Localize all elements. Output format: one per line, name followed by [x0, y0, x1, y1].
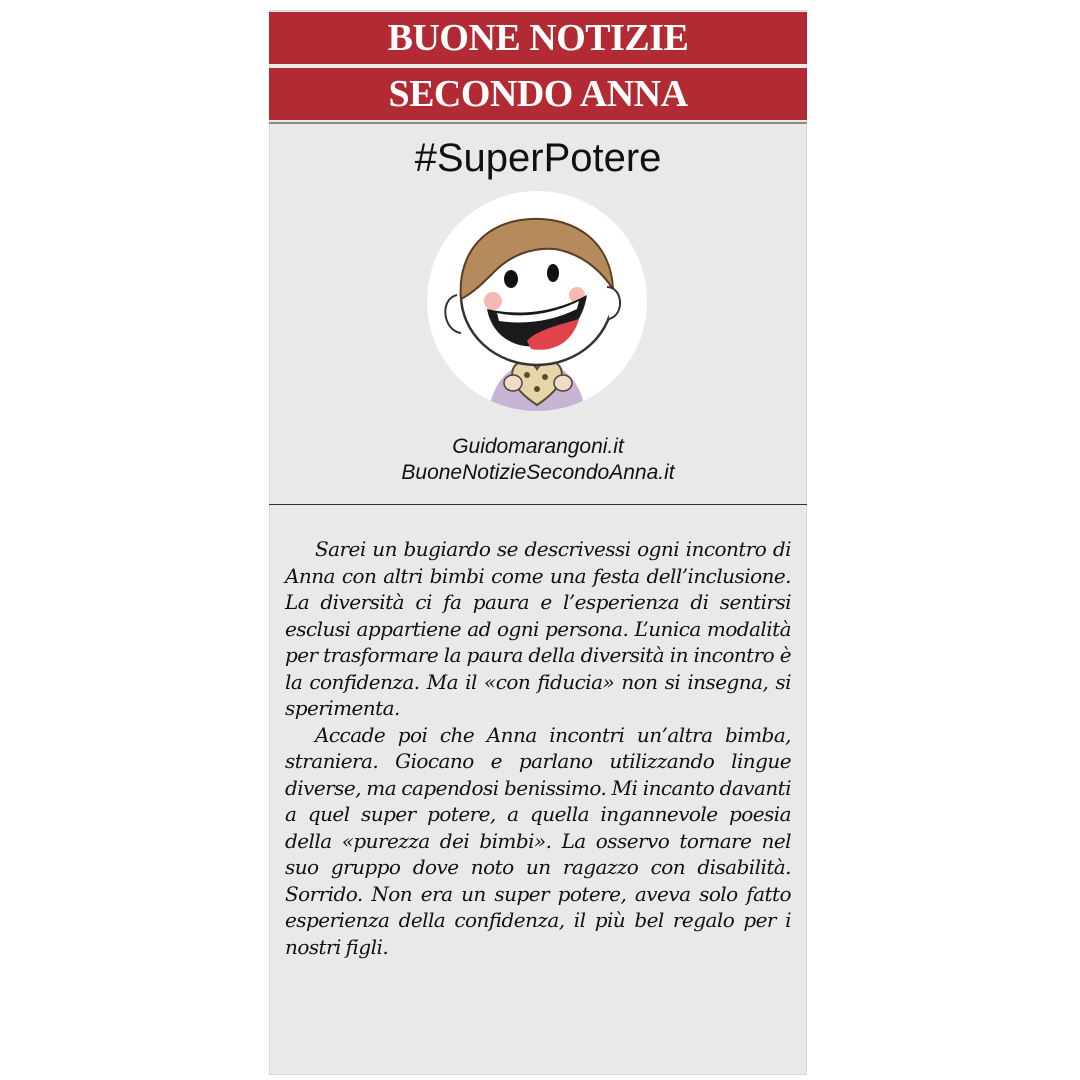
credit-website-2[interactable]: BuoneNotizieSecondoAnna.it: [401, 461, 675, 484]
header-divider: [269, 122, 807, 124]
credits: [269, 434, 807, 486]
smiling-child-illustration-icon: [427, 191, 647, 411]
article-body: [285, 536, 791, 960]
credit-website-1[interactable]: Guidomarangoni.it: [452, 435, 624, 458]
column-title-line-1: BUONE NOTIZIE: [269, 12, 807, 64]
hashtag-title: #SuperPotere: [414, 136, 662, 180]
column-title-line-2: SECONDO ANNA: [269, 68, 807, 120]
news-column: [269, 10, 807, 1075]
article-paragraph-1: Sarei un bugiardo se descrivessi ogni incontro di Anna con altri bimbi come una festa dell’inclusione. La diversità ci fa paura e l’esperienza di sentirsi esclusi appartiene ad ogni persona. L’unica modalità per trasformare la paura della diversità in incontro è la confidenza. Ma il «con fiducia» non si insegna, si sperimenta.: [285, 537, 791, 720]
section-divider: [269, 504, 807, 505]
article-paragraph-2: Accade poi che Anna incontri un’altra bimba, straniera. Giocano e parlano utilizzando lingue diverse, ma capendosi benissimo. Mi incanto davanti a quel super potere, a quella ingannevole poesia della «purezza dei bimbi». La osservo tornare nel suo gruppo dove noto un ragazzo con disabilità. Sorrido. Non era un super potere, aveva solo fatto esperienza della confidenza, il più bel regalo per i nostri figli.: [285, 722, 791, 959]
